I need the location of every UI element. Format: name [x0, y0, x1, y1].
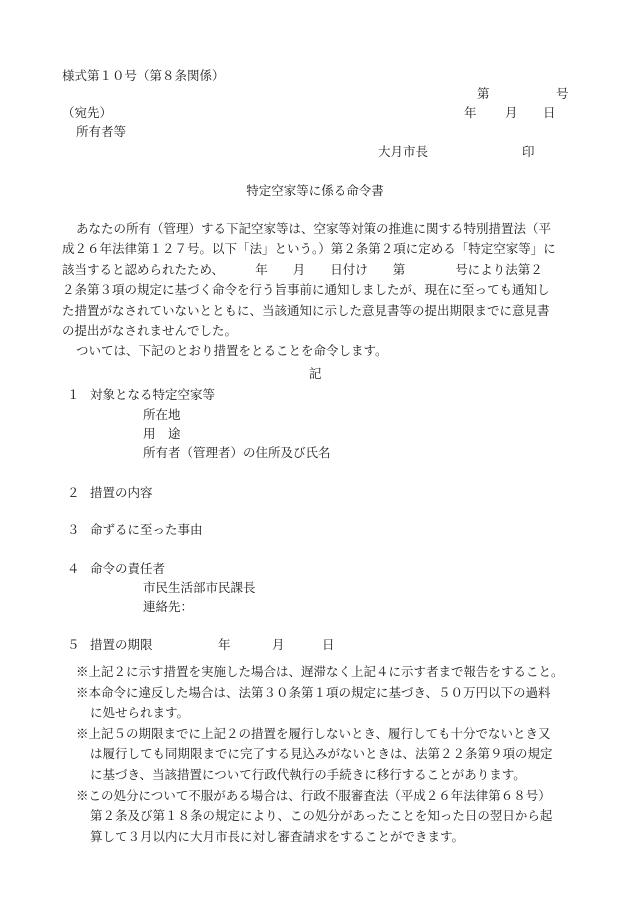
item-2-label: 措置の内容 — [90, 485, 153, 500]
date-day: 日 — [543, 105, 556, 120]
body-line-7: ついては、下記のとおり措置をとることを命令します。 — [76, 343, 388, 358]
body-line-1: あなたの所有（管理）する下記空家等は、空家等対策の推進に関する特別措置法（平 — [76, 221, 552, 236]
note-3-line-2: は履行しても同期限までに完了する見込みがないときは、法第２２条第９項の規定 — [90, 746, 553, 761]
doc-number-suffix: 号 — [556, 86, 569, 101]
body-line-4: ２条第３項の規定に基づく命令を行う旨事前に通知しましたが、現在に至っても通知し — [62, 282, 550, 297]
body-line-5: た措置がなされていないとともに、当該通知に示した意見書等の提出期限までに意見書 — [62, 303, 550, 318]
recipient: 所有者等 — [76, 124, 127, 139]
ki-heading: 記 — [309, 366, 322, 381]
item-2-number: ２ — [67, 485, 80, 500]
item-4-number: ４ — [67, 561, 80, 576]
item-5-year: 年 — [218, 637, 231, 652]
item-4-contact: 連絡先： — [143, 599, 194, 614]
page-title: 特定空家等に係る命令書 — [246, 183, 384, 198]
note-3-line-1: ※上記５の期限までに上記２の措置を履行しないとき、履行しても十分でないとき又 — [76, 726, 551, 741]
item-1-usage: 用 途 — [143, 426, 181, 441]
item-5-day: 日 — [322, 637, 335, 652]
note-4-line-2: 第２条及び第１８条の規定により、この処分があったことを知った日の翌日から起 — [90, 808, 553, 823]
item-5-number: ５ — [67, 637, 80, 652]
addressee-label: （宛先） — [62, 105, 113, 120]
item-1-number: １ — [67, 387, 80, 402]
note-2-line-2: に処せられます。 — [90, 705, 190, 720]
item-1-location: 所在地 — [143, 407, 181, 422]
item-5-label: 措置の期限 — [90, 637, 153, 652]
item-1-owner: 所有者（管理者）の住所及び氏名 — [143, 445, 331, 460]
date-month: 月 — [505, 105, 518, 120]
item-4-label: 命令の責任者 — [90, 561, 166, 576]
note-4-line-3: 算して３月以内に大月市長に対し審査請求をすることができます。 — [90, 829, 465, 844]
note-3-line-3: に基づき、当該措置について行政代執行の手続きに移行することがあります。 — [90, 767, 526, 782]
item-5-month: 月 — [272, 637, 285, 652]
body-line-3: 該当すると認められたため、 年 月 日付け 第 号により法第２ — [62, 262, 543, 277]
item-4-department: 市民生活部市民課長 — [143, 580, 256, 595]
note-4-line-1: ※この処分について不服がある場合は、行政不服審査法（平成２６年法律第６８号） — [76, 788, 551, 803]
seal-mark: 印 — [522, 144, 535, 159]
note-1: ※上記２に示す措置を実施した場合は、遅滞なく上記４に示す者まで報告をすること。 — [76, 664, 564, 679]
item-3-label: 命ずるに至った事由 — [90, 522, 203, 537]
body-line-2: 成２６年法律第１２７号。以下「法」という。）第２条第２項に定める「特定空家等」に — [62, 241, 556, 256]
date-year: 年 — [464, 105, 477, 120]
doc-number-prefix: 第 — [477, 86, 490, 101]
item-1-label: 対象となる特定空家等 — [90, 387, 216, 402]
body-line-6: の提出がなされませんでした。 — [62, 323, 238, 338]
form-number: 様式第１０号（第８条関係） — [62, 68, 225, 83]
issuer: 大月市長 — [378, 144, 429, 159]
note-2-line-1: ※本命令に違反した場合は、法第３０条第１項の規定に基づき、５０万円以下の過料 — [76, 685, 551, 700]
item-3-number: ３ — [67, 522, 80, 537]
